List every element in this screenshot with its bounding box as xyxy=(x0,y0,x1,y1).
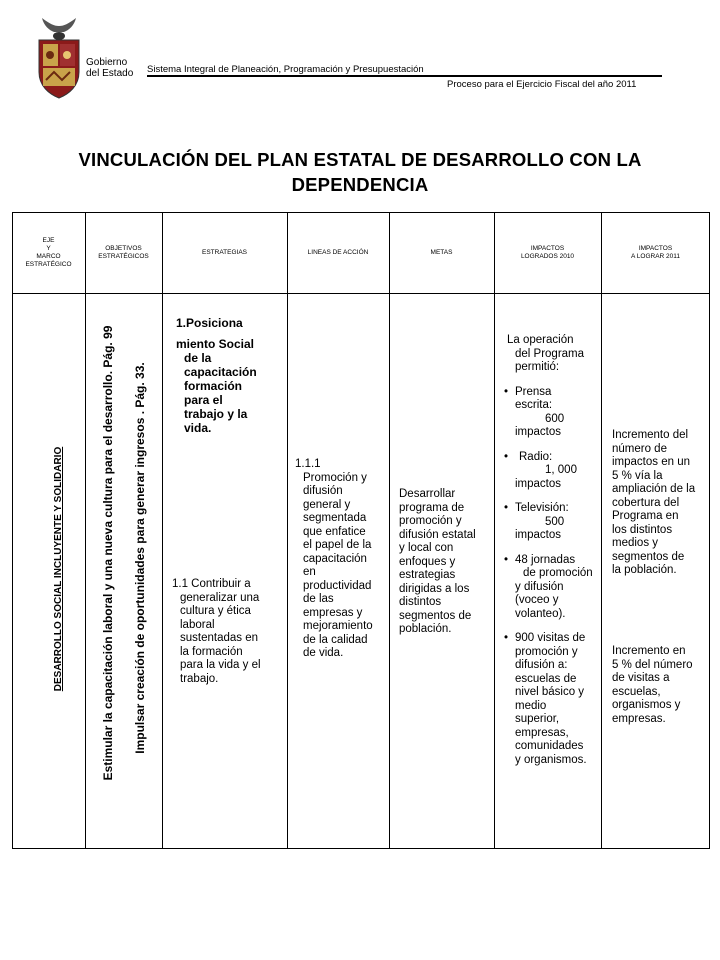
header-objetivos: OBJETIVOS ESTRATÉGICOS xyxy=(98,244,149,260)
linea-de-accion: 1.1.1 Promoción y difusión general y segmentada que enfatice el papel de la capacitación en productividad de las empresas y mejoramiento de la calidad de vida. xyxy=(295,458,373,659)
objetivo-2: Impulsar creación de oportunidades para generar ingresos . Pág. 33. xyxy=(133,362,147,754)
header-impactos-logrados: IMPACTOS LOGRADOS 2010 xyxy=(520,244,575,260)
impactos-a-lograr-2: Incremento en 5 % del número de visitas a escuelas, organismos y empresas. xyxy=(612,645,693,725)
column-divider xyxy=(601,212,602,849)
column-divider xyxy=(287,212,288,849)
header-metas: METAS xyxy=(430,248,453,256)
meta: Desarrollar programa de promoción y difusión estatal y local con enfoques y estrategias dirigidas a los distintos segmentos de población. xyxy=(399,488,476,635)
eje-text: DESARROLLO SOCIAL INCLUYENTE Y SOLIDARIO xyxy=(53,446,64,692)
column-divider xyxy=(85,212,86,849)
header-lineas: LINEAS DE ACCIÓN xyxy=(307,248,369,256)
fiscal-process-label: Proceso para el Ejercicio Fiscal del año 2011 xyxy=(447,79,637,90)
gobierno-label: Gobierno del Estado xyxy=(86,57,134,79)
logrado-item: • 900 visitas de promoción y difusión a: escuelas de nivel básico y medio superior, empresas, comunidades y organismos. xyxy=(507,632,600,767)
header-impactos-a-lograr: IMPACTOS A LOGRAR 2011 xyxy=(630,244,681,260)
impactos-a-lograr-1: Incremento del número de impactos en un 5 % vía la ampliación de la cobertura del Programa en los distintos medios y segmentos de la población. xyxy=(612,429,696,576)
logrado-item: • Radio: 1, 000 impactos xyxy=(507,451,600,492)
column-divider xyxy=(494,212,495,849)
logrado-item: • Televisión: 500 impactos xyxy=(507,502,600,543)
estrategia-2: 1.1 Contribuir a generalizar una cultura y ética laboral sustentadas en la formación para la vida y el trabajo. xyxy=(172,578,261,685)
logrado-item: • Prensa escrita: 600 impactos xyxy=(507,386,600,440)
header-estrategias: ESTRATEGIAS xyxy=(201,248,248,256)
impactos-logrados: La operación del Programa permitió: • Prensa escrita: 600 impactos • Radio: 1, 000 impactos • Televisión: 500 impactos • 48 jornadas de promoción y difusión (voceo y volanteo). • 900 visitas de promoción y difusión a: escuelas de nivel básico y medio superior, empresas, comunidades y organismos. xyxy=(507,334,600,767)
system-name: Sistema Integral de Planeación, Programación y Presupuestación xyxy=(147,64,424,75)
page-title: VINCULACIÓN DEL PLAN ESTATAL DE DESARROLLO CON LA DEPENDENCIA xyxy=(78,149,642,195)
column-divider xyxy=(389,212,390,849)
header-row-divider xyxy=(12,293,710,294)
header-rule xyxy=(147,75,662,77)
objetivo-1: Estimular la capacitación laboral y una nueva cultura para el desarrollo. Pág. 99 xyxy=(101,325,115,781)
state-crest-logo xyxy=(36,14,82,100)
header-eje: EJE Y MARCO ESTRATÉGICO xyxy=(25,236,72,268)
logrado-item: • 48 jornadas de promoción y difusión (voceo y volanteo). xyxy=(507,554,600,622)
estrategia-1: 1.Posiciona miento Social de la capacitación formación para el trabajo y la vida. xyxy=(176,316,257,435)
column-divider xyxy=(162,212,163,849)
